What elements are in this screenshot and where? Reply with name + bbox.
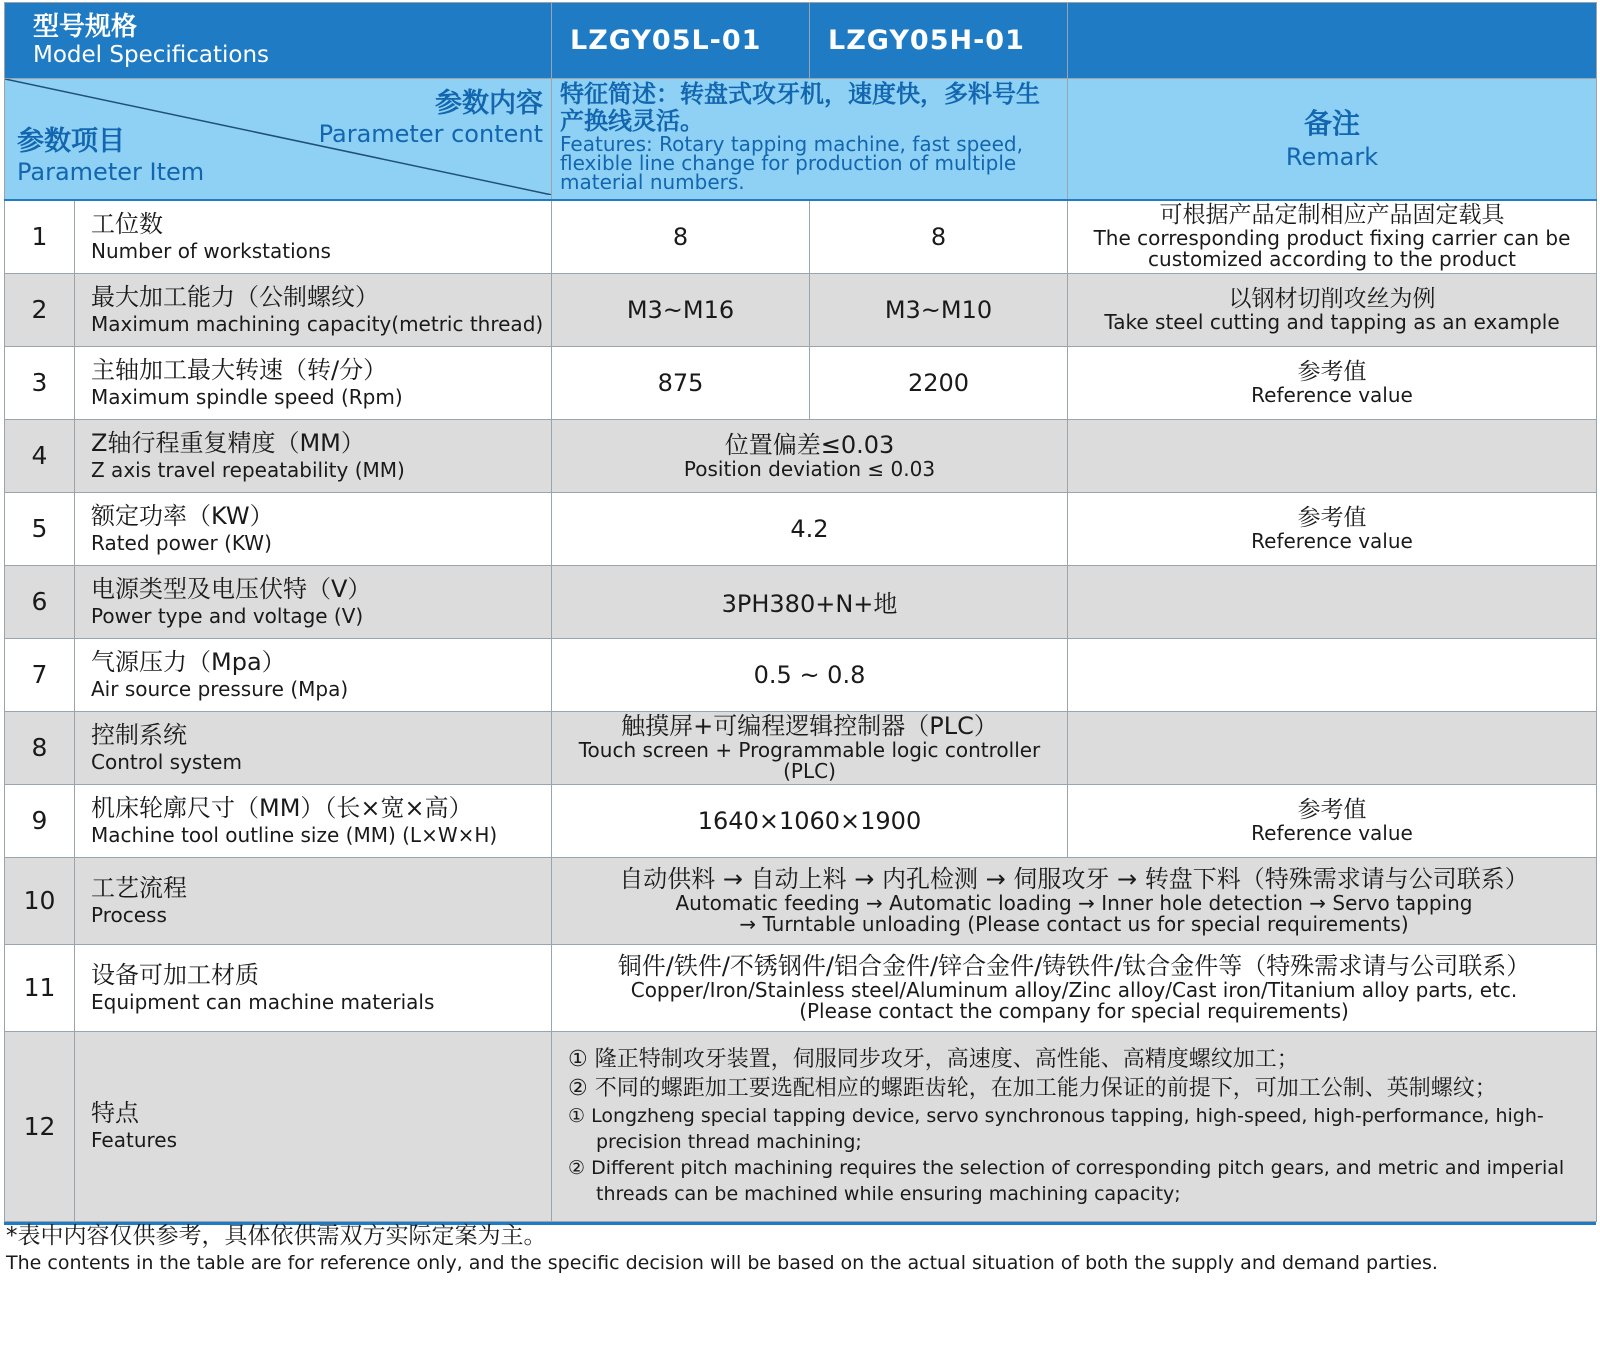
model-1-value: M3~M16 xyxy=(552,273,810,346)
model-1-value: 8 xyxy=(552,200,810,273)
table-row xyxy=(5,857,1597,944)
param-diagonal-header xyxy=(5,79,552,201)
row-number: 3 xyxy=(5,346,75,419)
row-number: 4 xyxy=(5,419,75,492)
footnote-en: The contents in the table are for reference only, and the specific decision will be based on the actual situation of both the supply and demand parties. xyxy=(6,1252,1438,1274)
shared-value-cell xyxy=(552,419,1068,492)
param-item-zh: 最大加工能力（公制螺纹） xyxy=(91,282,379,311)
param-content-zh: 参数内容 xyxy=(435,88,543,119)
param-item-zh: 气源压力（Mpa） xyxy=(91,647,286,676)
table-row xyxy=(5,492,1597,565)
feature-zh-2: ② 不同的螺距加工要选配相应的螺距齿轮，在加工能力保证的前提下，可加工公制、英制螺纹； xyxy=(568,1076,1497,1101)
param-item-zh: 额定功率（KW） xyxy=(91,501,274,530)
table-row xyxy=(5,638,1597,711)
param-item-en: Process xyxy=(91,902,167,927)
table-row xyxy=(5,784,1597,857)
param-item-en: Maximum machining capacity(metric thread) xyxy=(91,311,544,336)
model-spec-title-en: Model Specifications xyxy=(33,42,270,68)
param-item-en: Air source pressure (Mpa) xyxy=(91,676,349,701)
row-number: 2 xyxy=(5,273,75,346)
param-item-cell xyxy=(75,200,552,273)
param-item-en: Maximum spindle speed (Rpm) xyxy=(91,384,403,409)
remark-cell xyxy=(1068,638,1597,711)
param-item-zh: 参数项目 xyxy=(17,126,125,157)
row-number: 8 xyxy=(5,711,75,784)
remark-cell xyxy=(1068,492,1597,565)
remark-heading xyxy=(1068,79,1597,201)
param-item-en: Parameter Item xyxy=(17,158,205,186)
param-item-en: Rated power (KW) xyxy=(91,530,272,555)
process-en-line-2: → Turntable unloading (Please contact us for special requirements) xyxy=(739,912,1409,936)
table-row xyxy=(5,944,1597,1031)
table-row xyxy=(5,273,1597,346)
value-zh: 触摸屏+可编程逻辑控制器（PLC） xyxy=(621,712,998,740)
spec-table xyxy=(4,2,1597,1222)
table-row xyxy=(5,711,1597,784)
param-item-en: Number of workstations xyxy=(91,238,331,263)
table-row xyxy=(5,346,1597,419)
param-item-cell xyxy=(75,419,552,492)
materials-en-line-1: Copper/Iron/Stainless steel/Aluminum alloy/Zinc alloy/Cast iron/Titanium alloy parts, etc. xyxy=(630,978,1518,1002)
param-item-zh: 主轴加工最大转速（转/分） xyxy=(91,355,388,384)
remark-zh: 参考值 xyxy=(1297,358,1367,385)
row-number: 5 xyxy=(5,492,75,565)
param-item-cell xyxy=(75,711,552,784)
header-row-params xyxy=(5,79,1597,201)
remark-en: Reference value xyxy=(1251,820,1413,845)
materials-zh: 铜件/铁件/不锈钢件/铝合金件/锌合金件/铸铁件/钛合金件等（特殊需求请与公司联系） xyxy=(617,952,1531,980)
remark-en: Take steel cutting and tapping as an example xyxy=(1104,309,1560,334)
remark-zh: 参考值 xyxy=(1297,796,1367,823)
remark-cell xyxy=(1068,273,1597,346)
row-number: 10 xyxy=(5,857,75,944)
feature-zh-1: ① 隆正特制攻牙装置，伺服同步攻牙，高速度、高性能、高精度螺纹加工； xyxy=(568,1047,1299,1072)
model-2-value: 2200 xyxy=(810,346,1068,419)
model-2-value: 8 xyxy=(810,200,1068,273)
param-item-cell xyxy=(75,346,552,419)
process-en-line-1: Automatic feeding → Automatic loading → Inner hole detection → Servo tapping xyxy=(675,891,1473,915)
remark-zh: 参考值 xyxy=(1297,504,1367,531)
feature-en-2: ② Different pitch machining requires the selection of corresponding pitch gears, and metric and imperial threads can be machined while ensuring machining capacity; xyxy=(568,1157,1565,1205)
model-2-code: LZGY05H-01 xyxy=(810,3,1068,79)
materials-cell xyxy=(552,944,1597,1031)
param-item-en: Power type and voltage (V) xyxy=(91,603,364,628)
process-cell xyxy=(552,857,1597,944)
remark-en: The corresponding product fixing carrier can be customized according to the product xyxy=(1093,226,1571,272)
param-item-cell xyxy=(75,784,552,857)
header-blank-cell xyxy=(1068,3,1597,79)
shared-value-cell: 0.5 ~ 0.8 xyxy=(552,638,1068,711)
param-content-label xyxy=(319,87,543,147)
param-item-en: Control system xyxy=(91,749,242,774)
param-item-zh: 电源类型及电压伏特（V） xyxy=(91,574,372,603)
remark-cell xyxy=(1068,565,1597,638)
remark-en: Reference value xyxy=(1251,528,1413,553)
param-item-cell xyxy=(75,944,552,1031)
value-en: Touch screen + Programmable logic controller (PLC) xyxy=(578,738,1041,783)
model-1-code: LZGY05L-01 xyxy=(552,3,810,79)
remark-en: Reference value xyxy=(1251,382,1413,407)
shared-value-cell xyxy=(552,711,1068,784)
materials-en-line-2: (Please contact the company for special requirements) xyxy=(799,999,1349,1023)
param-item-cell xyxy=(75,565,552,638)
table-row xyxy=(5,419,1597,492)
row-number: 6 xyxy=(5,565,75,638)
row-number: 1 xyxy=(5,200,75,273)
remark-cell xyxy=(1068,200,1597,273)
remark-cell xyxy=(1068,711,1597,784)
table-row xyxy=(5,1031,1597,1221)
shared-value-cell: 4.2 xyxy=(552,492,1068,565)
value-zh: 位置偏差≤0.03 xyxy=(724,430,895,459)
param-item-zh: 控制系统 xyxy=(91,720,187,749)
row-number: 11 xyxy=(5,944,75,1031)
remark-cell xyxy=(1068,419,1597,492)
param-item-label xyxy=(17,125,204,185)
table-row xyxy=(5,565,1597,638)
param-item-zh: 工艺流程 xyxy=(91,873,187,902)
remark-zh: 可根据产品定制相应产品固定载具 xyxy=(1159,202,1505,229)
param-item-zh: 设备可加工材质 xyxy=(91,960,259,989)
remark-cell xyxy=(1068,346,1597,419)
param-item-en: Equipment can machine materials xyxy=(91,989,435,1014)
value-en: Position deviation ≤ 0.03 xyxy=(683,456,936,481)
model-2-value: M3~M10 xyxy=(810,273,1068,346)
features-summary-en: Features: Rotary tapping machine, fast speed, flexible line change for production of multiple material numbers. xyxy=(560,132,1023,194)
param-item-zh: 特点 xyxy=(91,1099,139,1127)
param-item-zh: Z轴行程重复精度（MM） xyxy=(91,428,365,457)
shared-value-cell: 1640×1060×1900 xyxy=(552,784,1068,857)
shared-value-cell: 3PH380+N+地 xyxy=(552,565,1068,638)
remark-cell xyxy=(1068,784,1597,857)
param-item-cell xyxy=(75,1031,552,1221)
row-number: 12 xyxy=(5,1031,75,1221)
param-content-en: Parameter content xyxy=(318,120,543,148)
model-spec-title-zh: 型号规格 xyxy=(33,12,138,42)
footnote-zh: *表中内容仅供参考，具体依供需双方实际定案为主。 xyxy=(6,1223,547,1249)
param-item-zh: 机床轮廓尺寸（MM）（长×宽×高） xyxy=(91,793,473,822)
feature-en-1: ① Longzheng special tapping device, servo synchronous tapping, high-speed, high-performance, high-precision thread machining; xyxy=(568,1105,1544,1153)
features-list-cell xyxy=(552,1031,1597,1221)
row-number: 7 xyxy=(5,638,75,711)
param-item-cell xyxy=(75,492,552,565)
model-1-value: 875 xyxy=(552,346,810,419)
row-number: 9 xyxy=(5,784,75,857)
features-summary xyxy=(552,79,1068,201)
param-item-zh: 工位数 xyxy=(91,209,163,238)
param-item-en: Features xyxy=(91,1128,177,1152)
header-row-models xyxy=(5,3,1597,79)
param-item-cell xyxy=(75,273,552,346)
process-zh: 自动供料 → 自动上料 → 内孔检测 → 伺服攻牙 → 转盘下料（特殊需求请与公司联系） xyxy=(619,865,1529,893)
param-item-cell xyxy=(75,638,552,711)
model-spec-heading xyxy=(5,3,552,79)
param-item-en: Z axis travel repeatability (MM) xyxy=(91,457,405,482)
footnote xyxy=(6,1222,1586,1276)
param-item-en: Machine tool outline size (MM) (L×W×H) xyxy=(91,822,498,847)
remark-heading-en: Remark xyxy=(1285,143,1379,171)
remark-zh: 以钢材切削攻丝为例 xyxy=(1228,285,1436,312)
spec-sheet xyxy=(4,2,1596,1225)
remark-heading-zh: 备注 xyxy=(1303,107,1360,140)
features-summary-zh: 特征简述：转盘式攻牙机，速度快，多料号生产换线灵活。 xyxy=(560,80,1040,135)
table-row xyxy=(5,200,1597,273)
param-item-cell xyxy=(75,857,552,944)
